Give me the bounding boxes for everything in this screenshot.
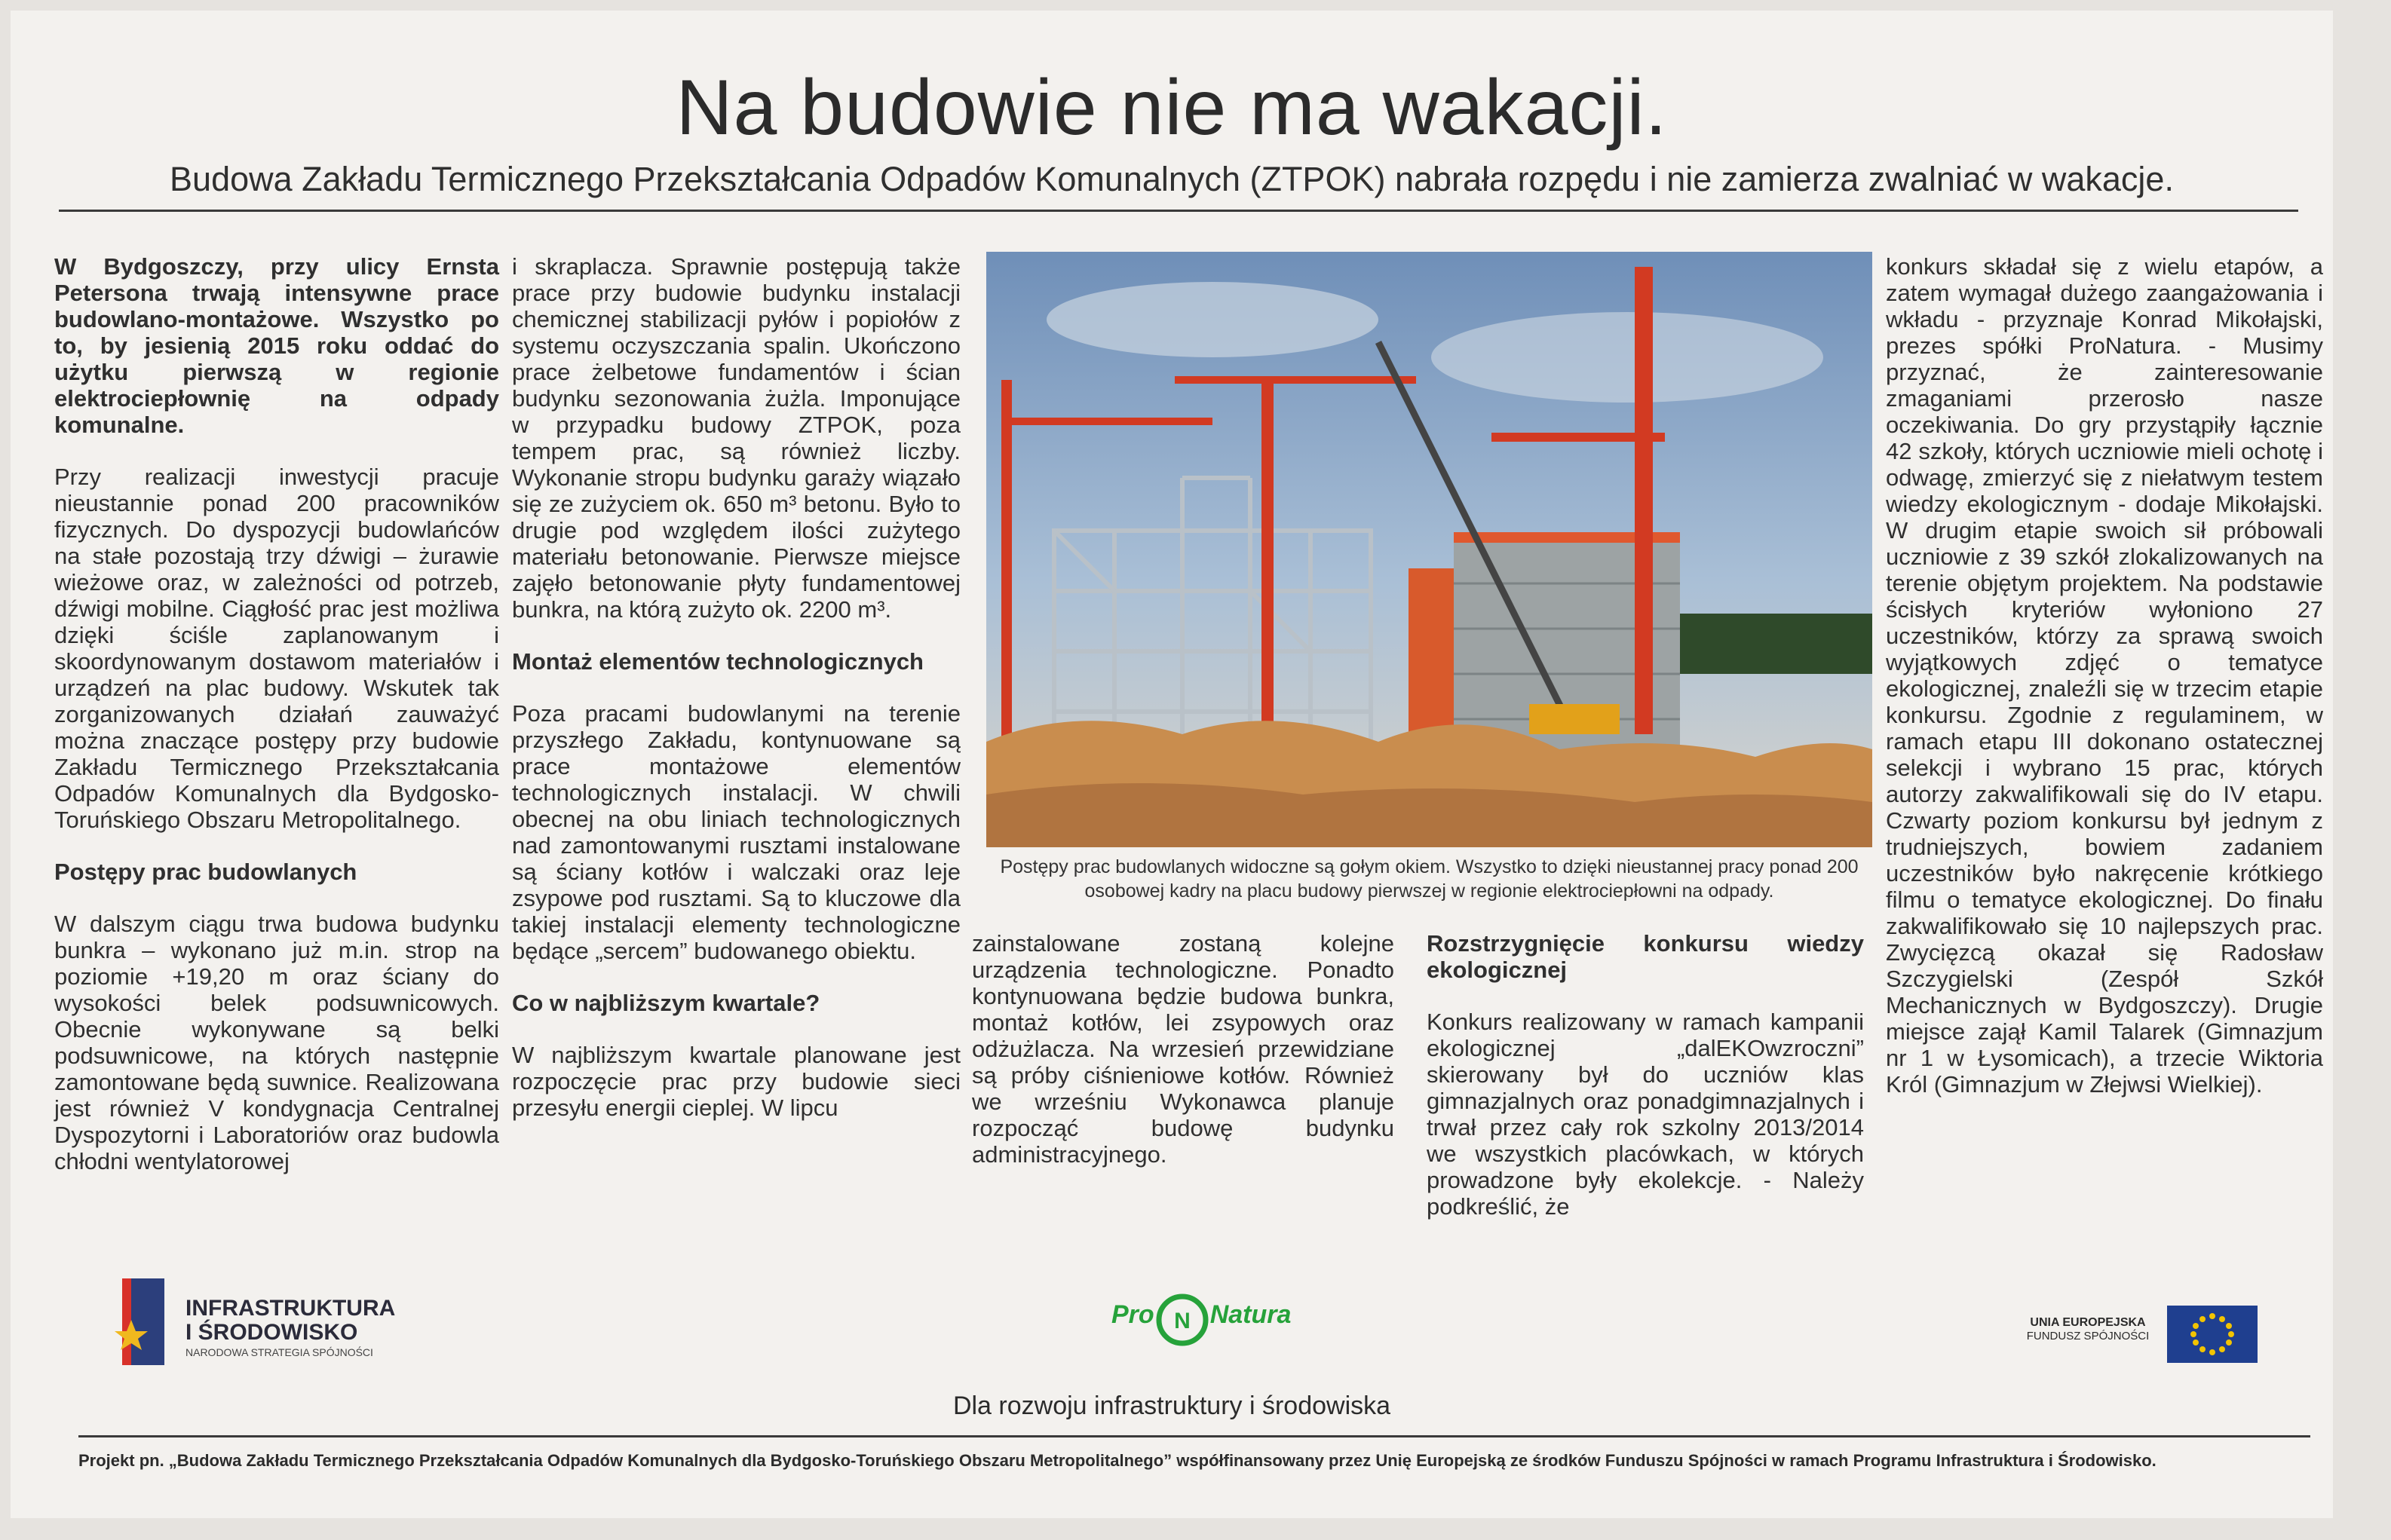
svg-text:N: N — [1173, 1309, 1191, 1333]
section-heading: Co w najbliższym kwartale? — [512, 990, 820, 1016]
pronatura-pro: Pro — [1111, 1300, 1154, 1330]
paragraph: zainstalowane zostaną kolejne urządzenia technologiczne. Ponadto kontynuowana będzie budowa bunkra, montaż kotłów, lei zsypowych oraz odżużlacza. Na wrzesień przewidziane są próby ciśnieniowe kotłów. Również we wrześniu Wykonawca planuje rozpocząć budowę budynku administracyjnego. — [972, 930, 1394, 1168]
pronatura-natura: Natura — [1209, 1300, 1292, 1330]
flag-star-icon — [109, 1278, 173, 1365]
lead-paragraph: W Bydgoszczy, przy ulicy Ernsta Petersona trwają intensywne prace budowlano-montażowe. Wszystko po to, by jesienią 2015 roku oddać do użytku pierwszą w regionie elektrociepłownię na odpady komunalne. — [54, 253, 499, 438]
section-heading: Postępy prac budowlanych — [54, 859, 357, 885]
column-3 — [972, 930, 1394, 1193]
paragraph: Konkurs realizowany w ramach kampanii ekologicznej „dalEKOwzroczni” skierowany był do uczniów klas gimnazjalnych oraz ponadgimnazjalnych i trwał przez cały rok szkolny 2013/2014 we wszystkich placówkach, w których prowadzone były ekolekcje. - Należy podkreślić, że — [1427, 1009, 1864, 1220]
section-heading: Rozstrzygnięcie konkursu wiedzy ekologicznej — [1427, 930, 1864, 983]
photo-caption: Postępy prac budowlanych widoczne są gołym okiem. Wszystko to dzięki nieustannej pracy ponad 200 osobowej kadry na placu budowy pierwszej w regionie elektrociepłowni na odpady. — [1000, 856, 1859, 902]
paragraph: i skraplacza. Sprawnie postępują także prace przy budowie budynku instalacji chemicznej stabilizacji pyłów i popiołów z systemu oczyszczania spalin. Ukończono prace żelbetowe fundamentów i ścian budynku sezonowania żużla. Imponujące w przypadku budowy ZTPOK, poza tempem prac, są również liczby. Wykonanie stropu budynku garaży wiązało się ze zużyciem ok. 650 m³ betonu. Było to drugie pod względem ilości zużytego materiału betonowanie. Pierwsze miejsce zajęło betonowanie płyty fundamentowej bunkra, na którą zużyto ok. 2200 m³. — [512, 253, 961, 623]
eu-flag-icon — [2167, 1306, 2258, 1363]
paragraph: Przy realizacji inwestycji pracuje nieustannie ponad 200 pracowników fizycznych. Do dyspozycji budowlańców na stałe pozostają trzy dźwigi – żurawie wieżowe oraz, w zależności od potrzeb, dźwigi mobilne. Ciągłość prac jest możliwa dzięki ściśle zaplanowanym i skoordynowanym dostawom materiałów i urządzeń na plac budowy. Wskutek tak zorganizowanych działań zauważyć można znaczące postępy przy budowie Zakładu Termicznego Przekształcania Odpadów Komunalnych dla Bydgosko-Toruńskiego Obszaru Metropolitalnego. — [54, 464, 499, 833]
newspaper-page — [11, 11, 2333, 1518]
article-subtitle: Budowa Zakładu Termicznego Przekształcania Odpadów Komunalnych (ZTPOK) nabrała rozpędu i nie zamierza zwalniać w wakacje. — [170, 160, 2174, 198]
tagline: Dla rozwoju infrastruktury i środowiska — [952, 1392, 1391, 1420]
eu-logo-text: UNIA EUROPEJSKA FUNDUSZ SPÓJNOŚCI — [2026, 1316, 2150, 1343]
construction-photo — [986, 252, 1872, 847]
pronatura-circle-icon — [1154, 1292, 1210, 1348]
title-rule — [59, 210, 2298, 212]
footer-rule — [78, 1435, 2310, 1437]
column-5 — [1886, 253, 2323, 1123]
paragraph: W dalszym ciągu trwa budowa budynku bunkra – wykonano już m.in. strop na poziomie +19,20 m oraz ściany do wysokości belek podsuwnicowych. Obecnie wykonywane są belki podsuwnicowe, na których następnie zamontowane będą suwnice. Realizowana jest również V kondygnacja Centralnej Dyspozytorni i Laboratoriów oraz budowla chłodni wentylatorowej — [54, 911, 499, 1174]
column-2 — [512, 253, 961, 1147]
section-heading: Montaż elementów technologicznych — [512, 648, 924, 675]
paragraph: Poza pracami budowlanymi na terenie przyszłego Zakładu, kontynuowane są prace montażowe elementów technologicznych instalacji. W chwili obecnej na obu liniach technologicznych nad zamontowanymi rusztami instalowane są ściany kotłów i walczaki oraz leje zsypowe pod rusztami. Są to kluczowe dla takiej instalacji elementy technologiczne będące „sercem” budowanego obiektu. — [512, 700, 961, 964]
infra-logo-subtitle: NARODOWA STRATEGIA SPÓJNOŚCI — [185, 1346, 373, 1358]
article-title: Na budowie nie ma wakacji. — [676, 64, 1668, 152]
column-4 — [1427, 930, 1864, 1245]
paragraph: konkurs składał się z wielu etapów, a zatem wymagał dużego zaangażowania i wkładu - przyznaje Konrad Mikołajski, prezes spółki ProNatura. - Musimy przyznać, że zainteresowanie zmaganiami przerosło nasze oczekiwania. Do gry przystąpiły łącznie 42 szkoły, których uczniowie mieli ochotę i odwagę, zmierzyć się z niełatwym testem wiedzy ekologicznym - dodaje Mikołajski. W drugim etapie swoich sił próbowali uczniowie z 39 szkół zlokalizowanych na terenie objętym projektem. Na podstawie ścisłych kryteriów wyłoniono 27 uczestników, którzy za sprawą swoich wyjątkowych zdjęć o tematyce ekologicznej, znaleźli się w trzecim etapie konkursu. Zgodnie z regulaminem, w ramach etapu III dokonano ostatecznej selekcji i wybrano 15 prac, których autorzy zakwalifikowali się do IV etapu. Czwarty poziom konkursu był jednym z trudniejszych, bowiem zadaniem uczestników było nakręcenie krótkiego filmu o tematyce ekologicznej. Do finału zakwalifikowało się 10 najlepszych prac. Zwycięzcą okazał się Radosław Szczygielski (Zespół Szkół Mechanicznych w Bydgoszczy). Drugie miejsce zajął Kamil Talarek (Gimnazjum nr 1 w Łysomicach), a trzecie Wiktoria Król (Gimnazjum w Złejwsi Wielkiej). — [1886, 253, 2323, 1098]
column-1 — [54, 253, 499, 1200]
infra-logo-title: INFRASTRUKTURA I ŚRODOWISKO — [185, 1296, 396, 1345]
paragraph: W najbliższym kwartale planowane jest rozpoczęcie prac przy budowie sieci przesyłu energii cieplej. W lipcu — [512, 1042, 961, 1121]
construction-site-image — [986, 252, 1872, 847]
infrastruktura-srodowisko-logo — [109, 1278, 425, 1369]
project-footer: Projekt pn. „Budowa Zakładu Termicznego Przekształcania Odpadów Komunalnych dla Bydgosko-Toruńskiego Obszaru Metropolitalnego” współfinansowany przez Unię Europejską ze środków Funduszu Spójności w ramach Programu Infrastruktura i Środowisko. — [78, 1451, 2156, 1470]
eu-cohesion-fund-logo — [2024, 1306, 2280, 1366]
pronatura-logo — [1111, 1292, 1292, 1360]
